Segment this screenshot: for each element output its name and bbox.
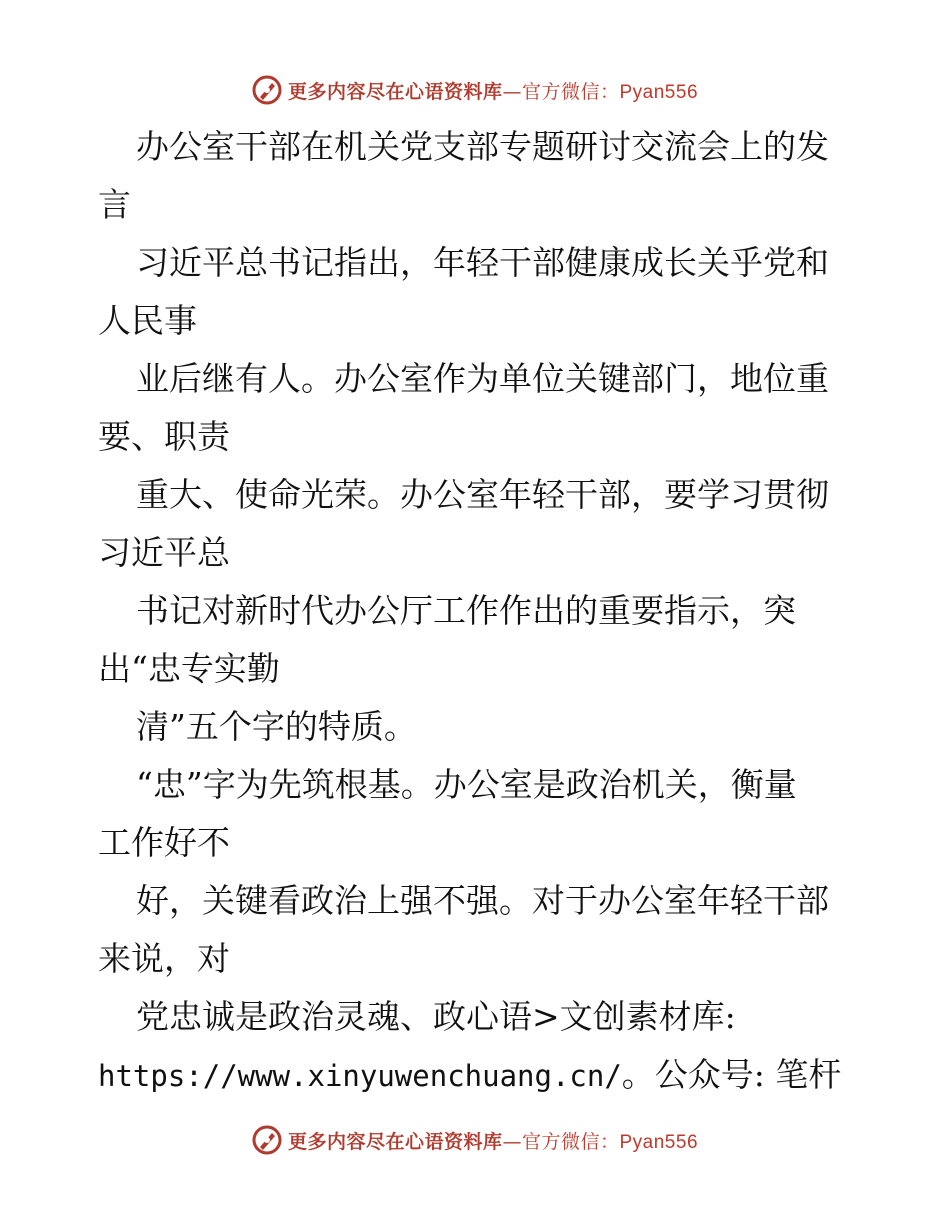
banner-wechat-id: Pyan556	[619, 81, 699, 103]
banner-dash: —	[502, 1130, 522, 1153]
website-link[interactable]: https://www.xinyuwenchuang.cn/	[98, 1059, 622, 1093]
banner-text	[288, 77, 698, 104]
paragraph-line: 书记对新时代办公厅工作作出的重要指示，突	[136, 591, 796, 630]
paragraph-line: 习近平总书记指出，年轻干部健康成长关乎党和	[136, 243, 829, 282]
paragraph-line: 清”五个字的特质。	[136, 707, 417, 746]
banner-dash: —	[502, 80, 522, 103]
paragraph-line: “忠”字为先筑根基。办公室是政治机关，衡量	[136, 765, 797, 804]
paragraph-line: 党忠诚是政治灵魂、政心语>文创素材库:	[136, 997, 736, 1036]
paragraph-line: 来说，对	[98, 939, 230, 978]
banner-wechat-id: Pyan556	[619, 1131, 699, 1153]
document-title-line-2: 言	[98, 185, 131, 224]
paragraph-line: 出“忠专实勤	[98, 649, 280, 688]
header-banner	[0, 70, 950, 110]
url-line	[98, 1046, 858, 1104]
paragraph-line: 业后继有人。办公室作为单位关键部门，地位重	[136, 359, 829, 398]
banner-text	[288, 1127, 698, 1154]
paragraph-line: 工作好不	[98, 823, 230, 862]
banner-slogan: 更多内容尽在心语资料库	[287, 1130, 503, 1153]
pen-circle-logo-icon	[252, 75, 282, 105]
paragraph-line: 重大、使命光荣。办公室年轻干部，要学习贯彻	[136, 475, 829, 514]
paragraph-line: 人民事	[98, 301, 197, 340]
document-body	[98, 118, 858, 1104]
banner-wechat-label: 官方微信：	[521, 1130, 620, 1153]
footer-banner	[0, 1120, 950, 1160]
paragraph-line: 习近平总	[98, 533, 230, 572]
banner-slogan: 更多内容尽在心语资料库	[287, 80, 503, 103]
paragraph-line: 要、职责	[98, 417, 230, 456]
paragraph-line: 好，关键看政治上强不强。对于办公室年轻干部	[136, 881, 829, 920]
url-suffix: 。公众号: 笔杆	[621, 1055, 842, 1094]
pen-circle-logo-icon	[252, 1125, 282, 1155]
document-title-line-1: 办公室干部在机关党支部专题研讨交流会上的发	[136, 127, 829, 166]
banner-wechat-label: 官方微信：	[521, 80, 620, 103]
